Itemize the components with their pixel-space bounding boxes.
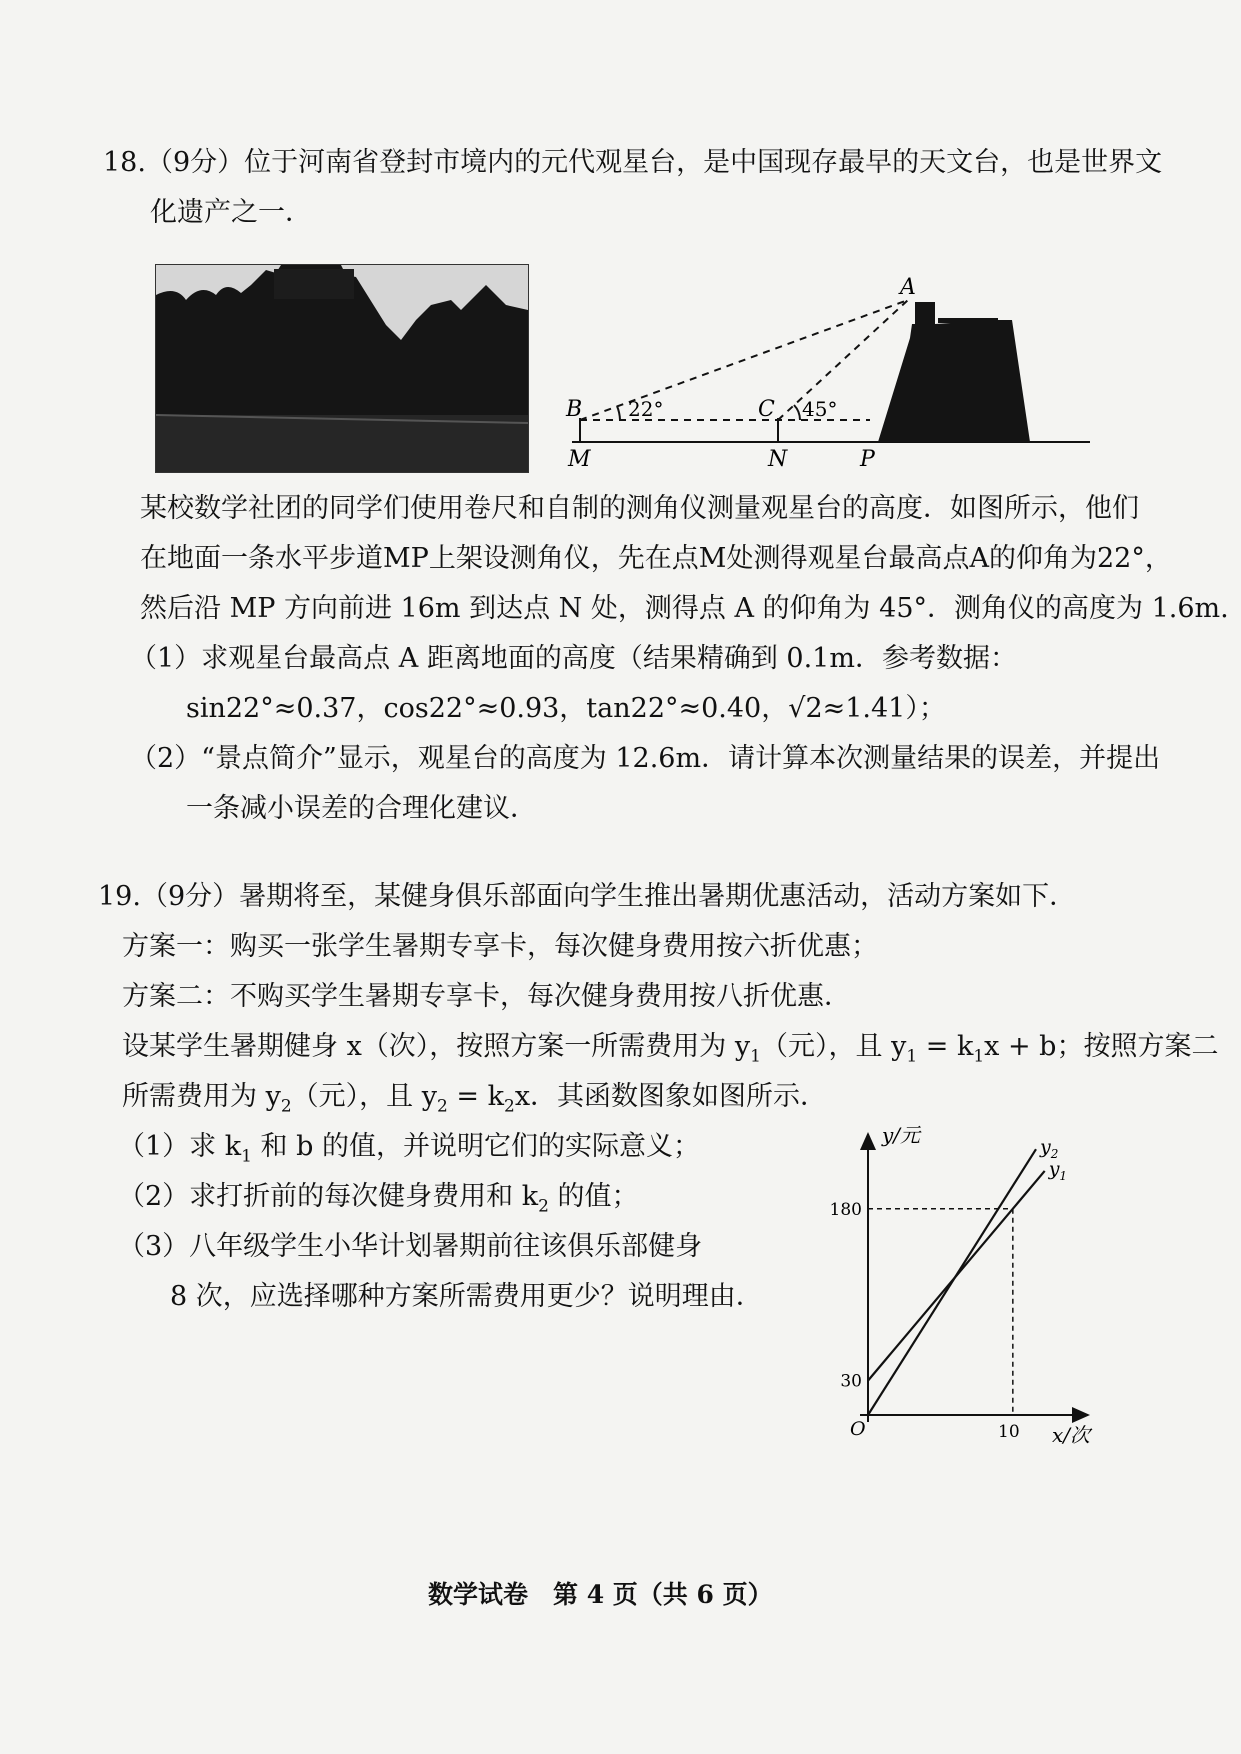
q18-stem-line2: 化遗产之一． (150, 197, 312, 228)
observatory-photo (155, 264, 529, 473)
label-B: B (566, 397, 583, 422)
label-P: P (860, 447, 875, 472)
q18-body-line2: 在地面一条水平步道MP上架设测角仪，先在点M处测得观星台最高点A的仰角为22°， (140, 543, 1172, 574)
label-M: M (568, 447, 591, 472)
q19-part3-line1: （3）八年级学生小华计划暑期前往该俱乐部健身 (118, 1231, 703, 1262)
q18-body-line3: 然后沿 MP 方向前进 16m 到达点 N 处，测得点 A 的仰角为 45°．测角仪的高度为 1.6m. (140, 593, 1229, 624)
q19-part2: （2）求打折前的每次健身费用和 $k_2$ 的值； (118, 1181, 639, 1217)
page-footer: 数学试卷 第 4 页（共 6 页） (428, 1580, 773, 1609)
label-A: A (900, 275, 916, 300)
measurement-diagram (560, 268, 1100, 473)
series-y2 (868, 1149, 1036, 1415)
series-label-y1: $y_1$ (1048, 1157, 1068, 1183)
q18-part2-line1: （2）“景点简介”显示，观星台的高度为 12.6m．请计算本次测量结果的误差，并提出 (130, 743, 1161, 774)
q18-stem-line1: 18.（9分）位于河南省登封市境内的元代观星台，是中国现存最早的天文台，也是世界文 (103, 147, 1163, 178)
label-N: N (768, 447, 788, 472)
q18-part2-line2: 一条减小误差的合理化建议． (186, 793, 537, 824)
q19-stem-line1: 19.（9分）暑期将至，某健身俱乐部面向学生推出暑期优惠活动，活动方案如下． (98, 881, 1077, 912)
y-tick-30: 30 (840, 1371, 862, 1392)
q19-setup-line1: 设某学生暑期健身 x（次），按照方案一所需费用为 $y_1$（元），且 $y_1 = k_1x + b$；按照方案二 (122, 1031, 1219, 1067)
q18-part1-line2: sin22°≈0.37，cos22°≈0.93，tan22°≈0.40，√2≈1.41）； (186, 693, 946, 724)
label-C: C (758, 397, 775, 422)
series-label-y2: $y_2$ (1040, 1136, 1059, 1162)
q19-plan2: 方案二：不购买学生暑期专享卡，每次健身费用按八折优惠． (122, 981, 851, 1012)
y-axis-label: y/元 (882, 1123, 921, 1147)
q19-part1: （1）求 $k_1$ 和 b 的值，并说明它们的实际意义； (118, 1131, 700, 1167)
q19-setup-line2: 所需费用为 $y_2$（元），且 $y_2 = k_2x$．其函数图象如图所示． (122, 1081, 828, 1117)
q18-body-line1: 某校数学社团的同学们使用卷尺和自制的测角仪测量观星台的高度．如图所示，他们 (140, 493, 1139, 524)
x-axis-label: x/次 (1052, 1423, 1091, 1447)
q19-plan1: 方案一：购买一张学生暑期专享卡，每次健身费用按六折优惠； (122, 931, 878, 962)
q18-part1-line1: （1）求观星台最高点 A 距离地面的高度（结果精确到 0.1m．参考数据： (130, 643, 1017, 674)
angle-22-label: 22° (628, 397, 664, 421)
x-tick-10: 10 (998, 1422, 1020, 1442)
angle-45-label: 45° (802, 397, 838, 421)
y-tick-180: 180 (829, 1199, 862, 1220)
origin-label: O (850, 1418, 866, 1440)
cost-function-chart (820, 1120, 1110, 1450)
q19-part3-line2: 8 次，应选择哪种方案所需费用更少？说明理由． (170, 1281, 763, 1312)
